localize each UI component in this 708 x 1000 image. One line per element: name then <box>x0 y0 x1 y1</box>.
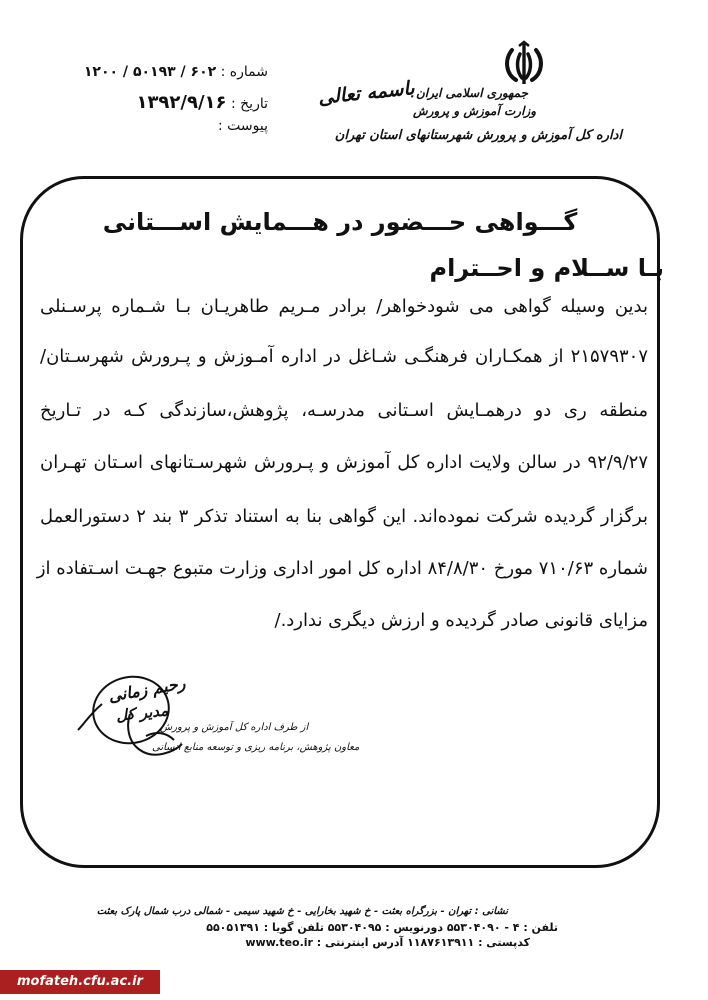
footer-phones: تلفن : ۴ - ۵۵۳۰۴۰۹۰ دورنویس : ۵۵۳۰۴۰۹۵ تلفن گویا : ۵۵۰۵۱۳۹۱ <box>206 921 558 934</box>
body-line-5: برگزار گردیده شرکت نموده‌اند. این گواهی بنا به استناد تذکر ۳ بند ۲ دستورالعمل <box>40 506 649 527</box>
body-line-2: ۲۱۵۷۹۳۰۷ از همکـاران فرهنگـی شـاغل در اداره آمـوزش و پـرورش شهرسـتان/ <box>40 346 648 367</box>
letter-date-label: تاریخ : <box>230 96 268 112</box>
letter-attachment-label: پیوست : <box>218 118 268 134</box>
letter-date <box>136 92 268 113</box>
letter-number-value: ۶۰۲ / ۵۰۱۹۳ / ۱۲۰۰ <box>83 64 217 80</box>
signature-scribble <box>70 690 190 770</box>
signature-note-1: از طرف اداره کل آموزش و پرورش <box>160 722 309 733</box>
letter-salutation: بـا ســلام و احــترام <box>429 254 664 282</box>
letter-number <box>84 64 268 80</box>
letter-title: گـــواهی حـــضور در هـــمایش اســـتانی <box>102 208 578 236</box>
signatory-name: رحیم زمانی <box>106 673 187 706</box>
header-directorate: اداره کل آموزش و پرورش شهرستانهای استان تهران <box>334 128 622 143</box>
footer-postal-web: کدپستی : ۱۱۸۷۶۱۳۹۱۱ آدرس اینترنتی : www.teo.ir <box>245 936 530 949</box>
body-line-1: بدین وسیله گواهی می شودخواهر/ برادر مـریم طاهریـان بـا شـماره پرسـنلی <box>40 296 648 317</box>
footer-address: نشانی : تهران - بزرگراه بعثت - خ شهید بخارایی - خ شهید سیمی - شمالی درب شمال پارک بعثت <box>96 906 508 917</box>
letter-number-label: شماره : <box>220 64 268 80</box>
header-republic: جمهوری اسلامی ایران <box>415 86 528 100</box>
body-line-7: مزایای قانونی صادر گردیده و ارزش دیگری ندارد./ <box>274 610 648 631</box>
letter-date-value: ۱۳۹۲/۹/۱۶ <box>136 92 227 113</box>
letter-attachment <box>218 118 268 134</box>
signature-note-2: معاون پژوهش، برنامه ریزی و توسعه منابع انسانی <box>152 742 360 753</box>
body-line-6: شماره ۷۱۰/۶۳ مورخ ۸۴/۸/۳۰ اداره کل امور اداری وزارت متبوع جهـت اسـتفاده از <box>36 558 648 579</box>
signatory-role: مدیر کل <box>115 701 169 725</box>
watermark: mofateh.cfu.ac.ir <box>0 970 160 994</box>
invocation: باسمه تعالی <box>317 77 416 109</box>
header-ministry: وزارت آموزش و پرورش <box>413 104 536 118</box>
body-line-4: ۹۲/۹/۲۷ در سالن ولایت اداره کل آموزش و پـرورش شهرسـتانهای اسـتان تهـران <box>40 452 648 473</box>
body-line-3: منطقه ری دو درهمـایش اسـتانی مدرسـه، پژوهش،سازندگی کـه در تـاریخ <box>40 400 648 421</box>
iran-emblem-icon <box>500 40 548 88</box>
